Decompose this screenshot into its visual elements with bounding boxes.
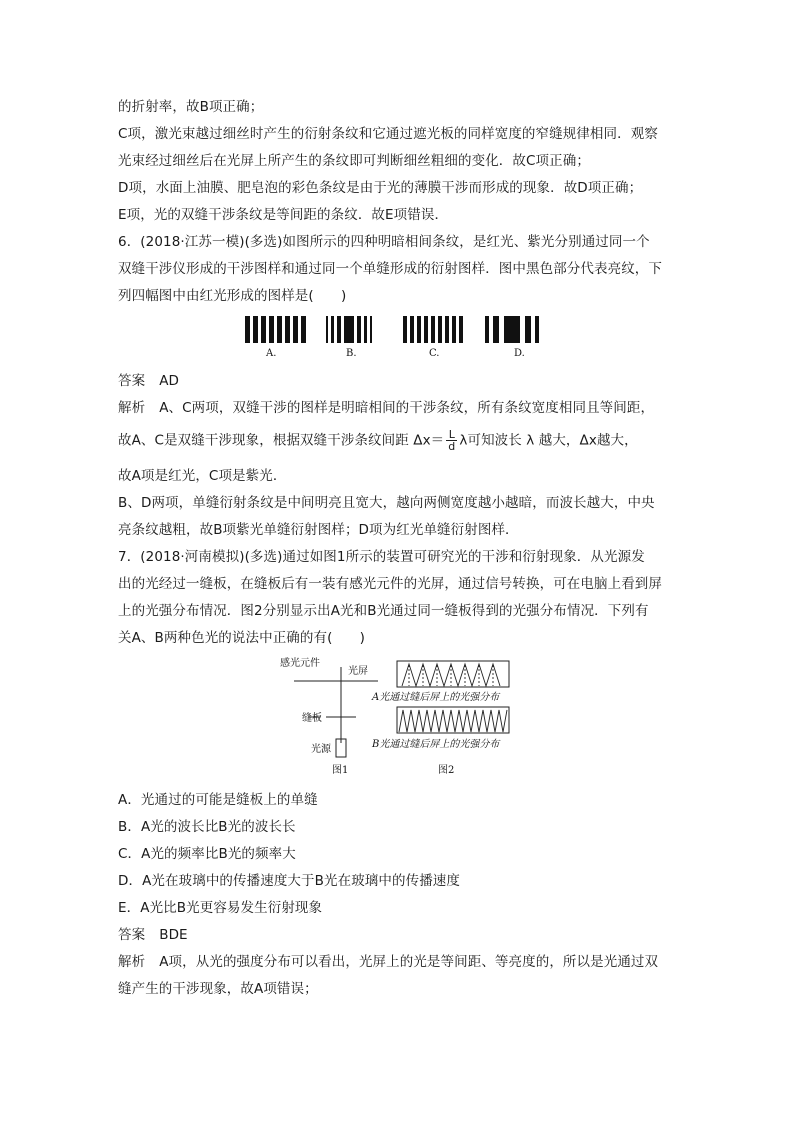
pattern-label: B. — [346, 348, 357, 359]
caption-a: A光通过缝后屏上的光强分布 — [372, 692, 500, 703]
analysis-6: B、D两项，单缝衍射条纹是中间明亮且宽大，越向两侧宽度越小越暗，而波长越大，中央 — [118, 495, 655, 511]
fringe-patterns-figure — [240, 312, 560, 360]
text-line: 的折射率，故B项正确； — [118, 99, 264, 115]
option-c: C．A光的频率比B光的频率大 — [118, 846, 296, 862]
analysis-7 — [118, 953, 658, 971]
question-6-stem: 6．(2018·江苏一模)(多选)如图所示的四种明暗相间条纹，是红光、紫光分别通过同一个 — [118, 234, 650, 250]
light-intensity-figure — [268, 655, 518, 780]
pattern-label: C. — [429, 348, 440, 359]
pattern-b — [326, 316, 372, 343]
option-d: D．A光在玻璃中的传播速度大于B光在玻璃中的传播速度 — [118, 873, 460, 889]
pattern-a — [245, 316, 306, 343]
answer-value: BDE — [159, 927, 188, 943]
caption-b: B光通过缝后屏上的光强分布 — [372, 739, 500, 750]
option-b: B．A光的波长比B光的波长长 — [118, 819, 296, 835]
analysis-6: 故A项是红光，C项是紫光． — [118, 468, 287, 484]
pattern-c — [403, 316, 463, 343]
caption-fig2: 图2 — [438, 765, 455, 776]
text-line: 光束经过细丝后在光屏上所产生的条纹即可判断细丝粗细的变化．故C项正确； — [118, 153, 590, 169]
answer-label: 答案 — [118, 927, 146, 943]
label-sensor: 感光元件 — [280, 658, 320, 669]
caption-fig1: 图1 — [332, 765, 349, 776]
option-e: E．A光比B光更容易发生衍射现象 — [118, 900, 323, 916]
answer-6 — [118, 372, 179, 390]
option-a: A．光通过的可能是缝板上的单缝 — [118, 792, 318, 808]
question-6-stem: 列四幅图中由红光形成的图样是( ) — [118, 288, 347, 304]
fraction-l-over-d: $\frac{L}{d}$ — [448, 428, 456, 453]
analysis-text: A项，从光的强度分布可以看出，光屏上的光是等间距、等亮度的，所以是光通过双 — [159, 954, 659, 970]
text-line: C项，激光束越过细丝时产生的衍射条纹和它通过遮光板的同样宽度的窄缝规律相同．观察 — [118, 126, 658, 142]
label-screen: 光屏 — [348, 666, 368, 677]
intensity-curve-b — [399, 710, 507, 732]
text-line: D项，水面上油膜、肥皂泡的彩色条纹是由于光的薄膜干涉而形成的现象．故D项正确； — [118, 180, 643, 196]
answer-7 — [118, 926, 188, 944]
analysis-label: 解析 — [118, 954, 146, 970]
label-source: 光源 — [311, 744, 331, 755]
analysis-text: λ可知波长 λ 越大，Δx越大， — [459, 432, 638, 449]
question-7-stem: 关A、B两种色光的说法中正确的有( ) — [118, 630, 366, 646]
question-7-stem: 7．(2018·河南模拟)(多选)通过如图1所示的装置可研究光的干涉和衍射现象．从光源发 — [118, 549, 645, 565]
answer-label: 答案 — [118, 373, 146, 389]
analysis-6: 亮条纹越粗，故B项紫光单缝衍射图样；D项为红光单缝衍射图样． — [118, 522, 519, 538]
analysis-text: A、C两项，双缝干涉的图样是明暗相间的干涉条纹，所有条纹宽度相同且等间距， — [159, 400, 655, 416]
text-line: E项，光的双缝干涉条纹是等间距的条纹．故E项错误． — [118, 207, 449, 223]
analysis-text: 故A、C是双缝干涉现象，根据双缝干涉条纹间距 Δx＝ — [118, 432, 445, 449]
analysis-7: 缝产生的干涉现象，故A项错误； — [118, 981, 318, 997]
question-7-stem: 上的光强分布情况．图2分别显示出A光和B光通过同一缝板得到的光强分布情况．下列有 — [118, 603, 649, 619]
label-slit: 缝板 — [302, 713, 322, 724]
question-6-stem: 双缝干涉仪形成的干涉图样和通过同一个单缝形成的衍射图样．图中黑色部分代表亮纹，下 — [118, 261, 662, 277]
pattern-label: D. — [514, 348, 525, 359]
answer-value: AD — [159, 373, 180, 389]
question-7-stem: 出的光经过一缝板，在缝板后有一装有感光元件的光屏，通过信号转换，可在电脑上看到屏 — [118, 576, 662, 592]
pattern-label: A. — [266, 348, 277, 359]
analysis-6 — [118, 399, 654, 417]
intensity-curve-a — [402, 664, 500, 686]
pattern-d — [485, 316, 539, 343]
analysis-label: 解析 — [118, 400, 146, 416]
graph-a-frame — [397, 661, 509, 687]
analysis-6-formula-line — [118, 429, 638, 452]
